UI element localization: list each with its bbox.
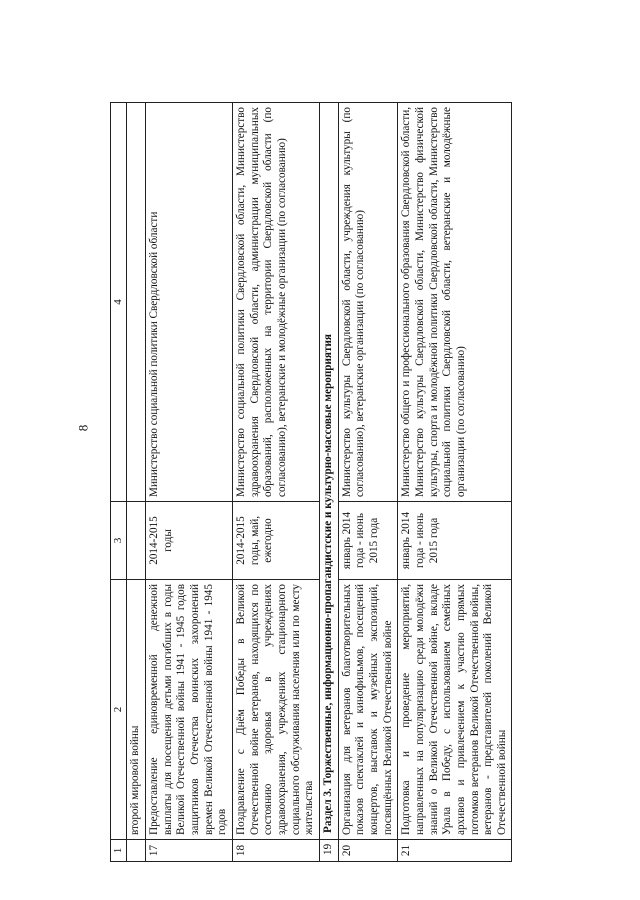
row-number: 19 xyxy=(319,840,338,862)
row-number: 21 xyxy=(398,840,512,862)
period-cell: 2014-2015 годы xyxy=(146,502,233,580)
period-cell: январь 2014 года - июнь 2015 года xyxy=(398,502,512,580)
executors-cell: Министерство общего и профессионального образования Свердловской области, Министерство культуры Свердловской области, Министерство физической культуры, спорта и молодёжной политики Свердловской области, Министерство социальной политики Свердловской области, ветеранские и молодёжные организации (по согласованию) xyxy=(398,103,512,502)
section-title: Раздел 3. Торжественные, информационно-пропагандистские и культурно-массовые мероприятия xyxy=(319,103,338,840)
event-cell: второй мировой войны xyxy=(127,580,146,840)
table-row xyxy=(398,103,512,862)
row-number: 20 xyxy=(338,840,398,862)
rotated-table-sheet xyxy=(110,102,530,862)
executors-cell: Министерство социальной политики Свердловской области xyxy=(146,103,233,502)
page-number: 8 xyxy=(75,424,91,432)
period-cell xyxy=(127,502,146,580)
row-number xyxy=(127,840,146,862)
event-cell: Организация для ветеранов благотворительных показов спектаклей и кинофильмов, посещений концертов, выставок и музейных экспозиций, посвящённых Великой Отечественной войне xyxy=(338,580,398,840)
header-cell: 4 xyxy=(111,103,127,502)
header-cell: 2 xyxy=(111,580,127,840)
events-table xyxy=(110,102,512,862)
event-cell: Поздравление с Днём Победы в Великой Отечественной войне ветеранов, находящихся по состоянию здоровья в учреждениях здравоохранения, учреждениях стационарного социального обслуживания населения или по месту жительства xyxy=(233,580,320,840)
table-row xyxy=(233,103,320,862)
row-number: 18 xyxy=(233,840,320,862)
header-cell: 1 xyxy=(111,840,127,862)
table-row xyxy=(146,103,233,862)
period-cell: январь 2014 года - июнь 2015 года xyxy=(338,502,398,580)
event-cell: Подготовка и проведение мероприятий, направленных на популяризацию среди молодёжи знаний о Великой Отечественной войне, вкладе Урала в Победу, с использованием семейных архивов и привлечением к участию прямых потомков ветеранов Великой Отечественной войны, ветеранов - представителей поколений Великой Отечественной войны xyxy=(398,580,512,840)
table-header-row xyxy=(111,103,127,862)
executors-cell: Министерство социальной политики Свердловской области, Министерство здравоохранения Свердловской области, администрации муниципальных образований, расположенных на территории Свердловской области (по согласованию), ветеранские и молодёжные организации (по согласованию) xyxy=(233,103,320,502)
period-cell: 2014-2015 годы, май, ежегодно xyxy=(233,502,320,580)
event-cell: Предоставление единовременной денежной выплаты для посещения детьми погибших в годы Великой Отечественной войны 1941 - 1945 годов защитников Отечества воинских захоронений времен Великой Отечественной войны 1941 - 1945 годов xyxy=(146,580,233,840)
table-row xyxy=(338,103,398,862)
table-row xyxy=(127,103,146,862)
executors-cell: Министерство культуры Свердловской области, учреждения культуры (по согласованию), ветеранские организации (по согласованию) xyxy=(338,103,398,502)
row-number: 17 xyxy=(146,840,233,862)
executors-cell xyxy=(127,103,146,502)
section-row xyxy=(319,103,338,862)
header-cell: 3 xyxy=(111,502,127,580)
